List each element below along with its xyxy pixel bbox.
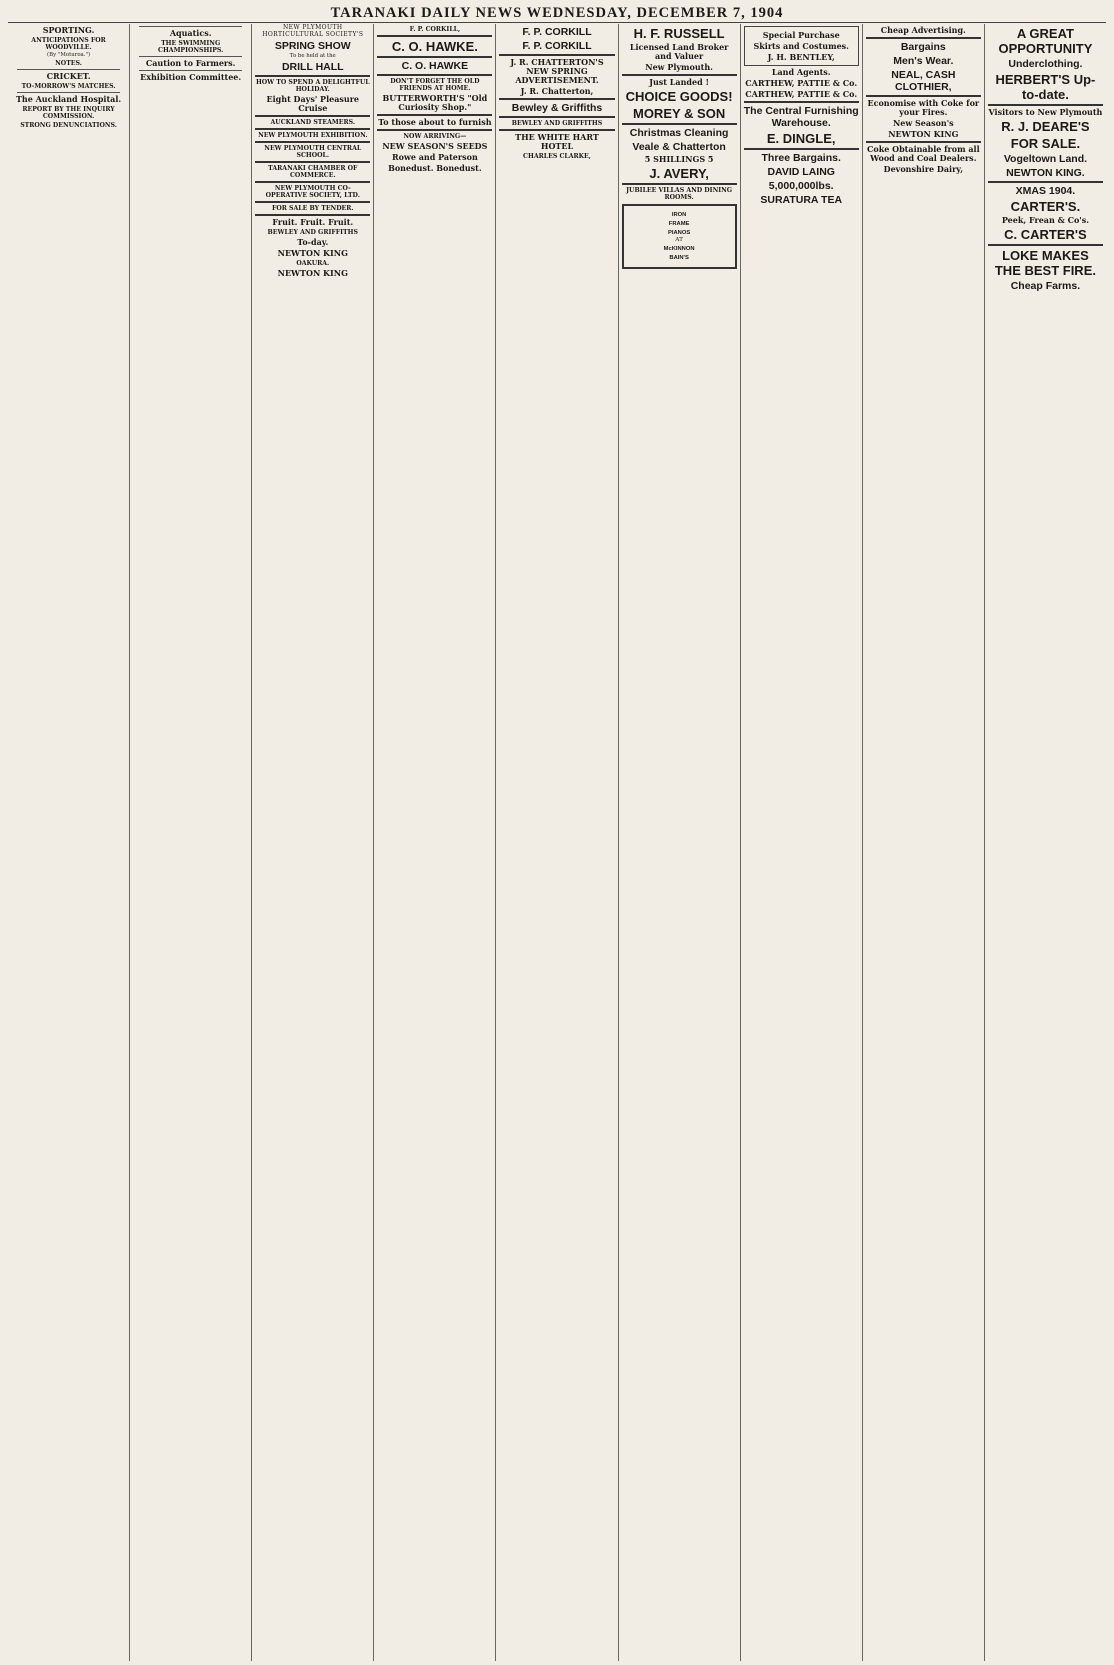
divider [17,92,120,93]
ad-skirts: Skirts and Costumes. [753,41,849,51]
ad-morey: MOREY & SON [632,106,726,121]
column-3 [252,24,374,1661]
ad-bentley: J. H. BENTLEY, [767,52,835,62]
ad-oakura: OAKURA. [296,260,330,268]
ad-line: BAIN'S [669,254,689,261]
ad-carthew: CARTHEW, PATTIE & Co. [745,78,858,88]
ad-society: NEW PLYMOUTH HORTICULTURAL SOCIETY'S [262,24,364,38]
divider [744,148,859,150]
ad-fruit: Fruit. Fruit. Fruit. [272,217,354,228]
column-7 [741,24,863,1661]
byline: (By "Moturoa.") [47,52,91,58]
ad-loke: LOKE MAKES THE BEST FIRE. [994,248,1096,278]
ad-deare: R. J. DEARE'S [1001,119,1090,134]
divider [499,129,614,131]
ad-drill-hall: DRILL HALL [281,61,344,74]
subheading-report: REPORT BY THE INQUIRY COMMISSION. [22,106,115,121]
divider [255,161,370,163]
ad-carthew-2: CARTHEW, PATTIE & Co. [745,89,858,99]
divider [139,56,242,57]
ad-bewley-griffiths-2: BEWLEY AND GRIFFITHS [511,120,603,127]
ad-mens-wear: Men's Wear. [893,55,954,67]
ad-coke-obtainable: Coke Obtainable from all Wood and Coal Dealers. [867,144,980,163]
ad-suratura: SURATURA TEA [760,194,843,206]
ad-newton-king-2: NEWTON KING [277,268,348,279]
ad-cooperative: NEW PLYMOUTH CO-OPERATIVE SOCIETY, LTD. [265,185,360,200]
column-1 [8,24,130,1661]
ad-now-arriving: NOW ARRIVING— [403,133,467,140]
ad-special-purchase-title: Special Purchase [762,30,840,40]
divider [499,116,614,118]
column-6 [619,24,741,1661]
column-5 [496,24,618,1661]
divider [988,104,1103,106]
ad-three-bargains: Three Bargains. [761,152,841,164]
ad-iron-frame-pianos [622,204,737,269]
ad-vogeltown: Vogeltown Land. [1003,153,1088,165]
ad-peek-frean: Peek, Frean & Co's. [1001,215,1090,225]
divider [499,98,614,100]
ad-line: IRON [671,212,687,218]
ad-choice-goods: CHOICE GOODS! [625,89,733,104]
ad-herberts: HERBERT'S Up-to-date. [995,72,1096,102]
ad-bargains: Bargains [900,41,946,53]
divider [866,95,981,97]
subheading-notes: NOTES. [55,60,82,68]
ad-tender: FOR SALE BY TENDER. [271,205,354,213]
ad-bonedust: Bonedust. Bonedust. [388,163,482,173]
divider [377,56,492,58]
ad-hawke-2: C. O. HAWKE [401,60,469,72]
divider [988,181,1103,183]
ad-butterworth: BUTTERWORTH'S "Old Curiosity Shop." [382,93,488,112]
column-8 [863,24,985,1661]
divider [255,214,370,216]
ad-veale: Veale & Chatterton [632,141,726,153]
masthead: TARANAKI DAILY NEWS WEDNESDAY, DECEMBER 7, 1904 [8,4,1106,23]
ad-chatterton: J. R. Chatterton, [520,86,594,96]
divider [255,115,370,117]
divider [377,35,492,37]
ad-central-furnishing: The Central Furnishing Warehouse. [743,105,859,129]
heading-hospital: The Auckland Hospital. [15,94,122,105]
ad-school: NEW PLYMOUTH CENTRAL SCHOOL. [264,145,362,160]
divider [377,74,492,76]
ad-bewley: BEWLEY AND GRIFFITHS [267,229,358,237]
ad-chatterton-heading: J. R. CHATTERTON'S NEW SPRING ADVERTISEMENT. [510,57,604,85]
ad-corkill: F. P. CORKILL [522,26,592,38]
ad-white-hart: THE WHITE HART HOTEL [515,132,599,151]
ad-new-plymouth: New Plymouth. [645,62,713,72]
divider [622,123,737,125]
ad-old-friends: DON'T FORGET THE OLD FRIENDS AT HOME. [390,78,480,92]
ad-holiday: HOW TO SPEND A DELIGHTFUL HOLIDAY. [255,79,370,94]
divider [866,37,981,39]
ad-c-carters: C. CARTER'S [1004,227,1087,242]
ad-devonshire-dairy: Devonshire Dairy, [883,164,963,174]
column-2 [130,24,252,1661]
subheading-swimming: THE SWIMMING CHAMPIONSHIPS. [158,40,224,54]
heading-exhibition: Exhibition Committee. [140,72,242,82]
ad-spring-show: SPRING SHOW [274,40,351,52]
divider [255,75,370,77]
ad-dingle: E. DINGLE, [766,131,836,146]
ad-seeds: NEW SEASON'S SEEDS [382,141,488,151]
ad-corkill-2: F. P. CORKILL [522,40,592,52]
ad-hawke: C. O. HAWKE. [391,39,478,54]
ad-corkill-list: F. P. CORKILL, [409,26,461,33]
divider [255,128,370,130]
ad-chamber: TARANAKI CHAMBER OF COMMERCE. [268,165,358,180]
ad-steamers: AUCKLAND STEAMERS. [270,119,356,127]
ad-coke: Economise with Coke for your Fires. [867,98,980,117]
ad-text: To be held at the [289,53,336,59]
ad-land-agents: Land Agents. [771,67,831,77]
divider [255,201,370,203]
ad-christmas-cleaning: Christmas Cleaning [629,127,729,139]
divider [988,244,1103,246]
ad-xmas: XMAS 1904. [1015,185,1076,197]
ad-line: PIANOS [667,229,691,236]
divider [499,54,614,56]
subheading-matches: TO-MORROW'S MATCHES. [21,83,116,91]
ad-exhibition: NEW PLYMOUTH EXHIBITION. [258,132,368,140]
ad-cruise: Eight Days' Pleasure Cruise [266,94,360,114]
divider [255,141,370,143]
ad-furnish: To those about to furnish [378,117,492,127]
ad-land-broker: Licensed Land Broker and Valuer [629,42,729,61]
ad-line: McKINNON [663,246,695,253]
ad-for-sale: FOR SALE. [1010,136,1081,151]
heading-sporting: SPORTING. [42,25,95,35]
ad-clarke: CHARLES CLARKE, [523,153,591,160]
divider [866,141,981,143]
ad-5m-lbs: 5,000,000lbs. [768,180,834,192]
ad-great-opportunity: A GREAT OPPORTUNITY [998,26,1093,56]
divider [17,69,120,70]
divider [622,74,737,76]
heading-cricket: CRICKET. [46,71,91,82]
subheading-anticipations: ANTICIPATIONS FOR WOODVILLE. [31,37,106,51]
ad-line: FRAME [668,220,690,227]
subheading-denunciations: STRONG DENUNCIATIONS. [20,122,117,130]
ad-newton-king: NEWTON KING [277,248,348,259]
ad-russell: H. F. RUSSELL [633,26,725,41]
columns [8,24,1106,1661]
ad-newton-king: NEWTON KING. [1006,167,1085,179]
divider [139,70,242,71]
ad-laing: DAVID LAING [767,166,835,178]
divider [377,129,492,131]
ad-line: AT [675,237,683,244]
ad-neal: NEAL, CASH CLOTHIER, [891,69,956,93]
ad-shillings: 5 SHILLINGS 5 [644,154,714,164]
divider [744,101,859,103]
divider [622,183,737,185]
column-4 [374,24,496,1661]
ad-rowe: Rowe and Paterson [392,152,478,162]
divider [377,114,492,116]
heading-caution: Caution to Farmers. [145,58,236,68]
ad-jubilee: JUBILEE VILLAS AND DINING ROOMS. [626,187,733,201]
ad-avery: J. AVERY, [649,166,709,181]
ad-new-season: New Season's [892,118,954,128]
ad-cheap-advertising: Cheap Advertising. [880,25,966,35]
divider [139,26,242,27]
ad-just-landed: Just Landed ! [649,77,709,87]
ad-today: To-day. [297,237,329,248]
column-9 [985,24,1106,1661]
ad-newton-king: NEWTON KING [888,129,959,139]
heading-aquatics: Aquatics. [169,28,212,38]
ad-special-purchase [744,26,859,66]
ad-carters: CARTER'S. [1010,199,1081,214]
ad-bewley-griffiths: Bewley & Griffiths [511,102,603,114]
ad-underclothing: Underclothing. [1008,58,1083,70]
divider [255,181,370,183]
ad-visitors: Visitors to New Plymouth [988,107,1103,117]
ad-cheap-farms: Cheap Farms. [1010,280,1081,292]
